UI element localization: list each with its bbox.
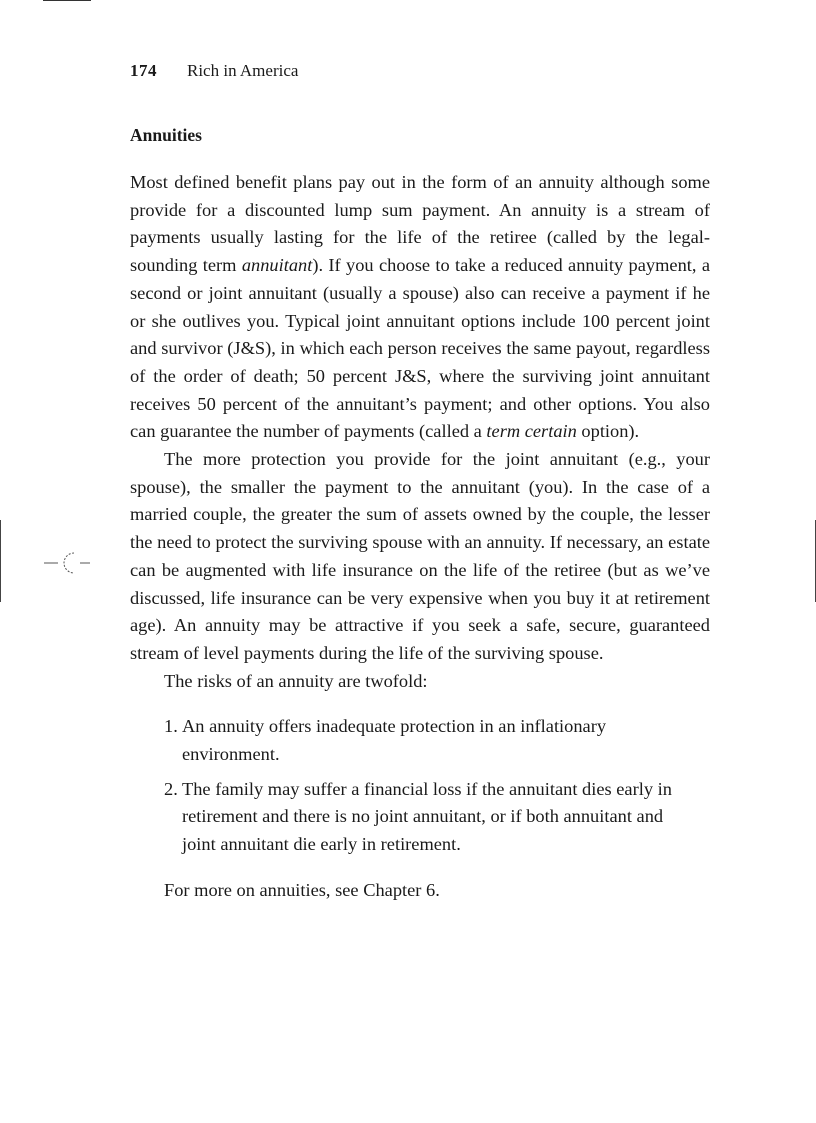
term-certain: term certain: [486, 421, 577, 442]
paragraph-1: [130, 169, 710, 446]
paragraph-1-part-a: Most defined benefit plans pay out in the form of an annuity although some provide for a discounted lump sum payment. An annuity is a stream of payments usually lasting for the life of the retiree (called by the legal-sounding term: [130, 172, 710, 276]
crop-mark-left: [0, 520, 1, 602]
paragraph-3: The risks of an annuity are twofold:: [164, 670, 428, 691]
registration-mark-icon: [44, 550, 92, 576]
closing-paragraph: For more on annuities, see Chapter 6.: [164, 879, 440, 900]
term-annuitant: annuitant: [241, 255, 313, 276]
running-head: [130, 61, 298, 81]
list-item: [164, 713, 684, 768]
list-item-number: 1.: [164, 716, 178, 737]
crop-mark-top: [43, 0, 91, 1]
body-text: [130, 169, 710, 905]
list-item-number: 2.: [164, 778, 178, 799]
list-item-text: The family may suffer a financial loss if the annuitant dies early in retirement and there is no joint annuitant, or if both annuitant and joint annuitant die early in retirement.: [182, 778, 672, 855]
paragraph-1-part-c: option).: [576, 421, 640, 442]
page-number: 174: [130, 61, 157, 80]
paragraph-1-part-b: ). If you choose to take a reduced annuity payment, a second or joint annuitant (usually a spouse) also can receive a payment if he or she outlives you. Typical joint annuitant options include 100 percent joint and survivor (J&S), in which each person receives the same payout, regardless of the order of death; 50 percent J&S, where the surviving joint annuitant receives 50 percent of the annuitant’s payment; and other options. You also can guarantee the number of payments (called a: [130, 255, 710, 442]
paragraph-2: The more protection you provide for the joint annuitant (e.g., your spouse), the smaller the payment to the annuitant (you). In the case of a married couple, the greater the sum of assets owned by the couple, the lesser the need to protect the surviving spouse with an annuity. If necessary, an estate can be augmented with life insurance on the life of the retiree (but as we’ve discussed, life insurance can be very expensive when you buy it at retirement age). An annuity may be attractive if you seek a safe, secure, guaranteed stream of level payments during the life of the surviving spouse.: [130, 449, 710, 663]
list-item: [164, 776, 684, 859]
book-title: Rich in America: [187, 61, 299, 80]
section-heading: Annuities: [130, 125, 202, 145]
list-item-text: An annuity offers inadequate protection in an inflationary environment.: [182, 716, 607, 765]
risk-list: [164, 713, 684, 859]
